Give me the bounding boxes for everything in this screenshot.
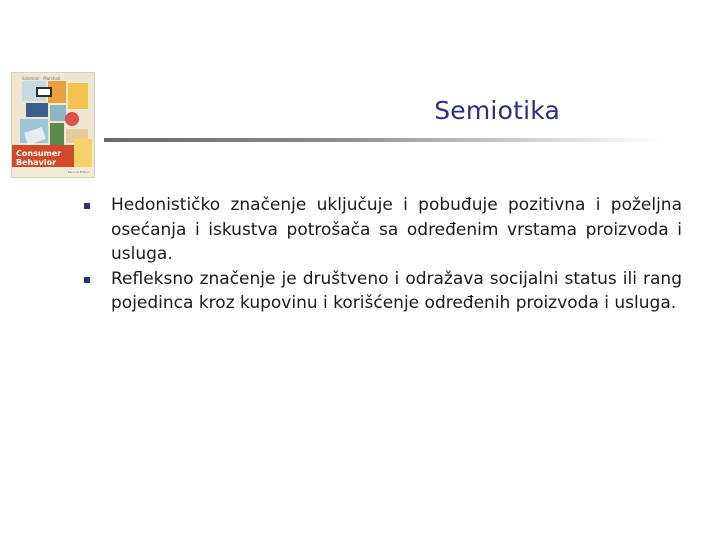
bullet-text: Hedonističko značenje uključuje i pobuđuje pozitivna i poželjna osećanja i iskustva potrošača sa određenim vrstama proizvoda i usluga. xyxy=(111,195,682,264)
square-bullet-icon xyxy=(84,203,90,209)
bullet-list xyxy=(82,193,682,316)
cover-title-line-2: Behavior xyxy=(16,158,57,167)
bullet-item-hedonic xyxy=(82,193,682,267)
square-bullet-icon xyxy=(84,277,90,283)
slide-title: Semiotika xyxy=(434,96,560,125)
title-divider xyxy=(104,138,664,142)
cover-edition-label: Second Edition xyxy=(67,170,90,174)
cover-title xyxy=(16,149,76,167)
cover-header-text: Solomon · Marshall xyxy=(22,76,61,81)
bullet-text: Refleksno značenje je društveno i odražava socijalni status ili rang pojedinca kroz kupovinu i korišćenje određenih proizvoda i usluga. xyxy=(111,268,682,313)
cover-title-line-1: Consumer xyxy=(16,149,62,158)
bullet-item-reflexive xyxy=(82,267,682,316)
book-cover-image xyxy=(11,72,95,178)
